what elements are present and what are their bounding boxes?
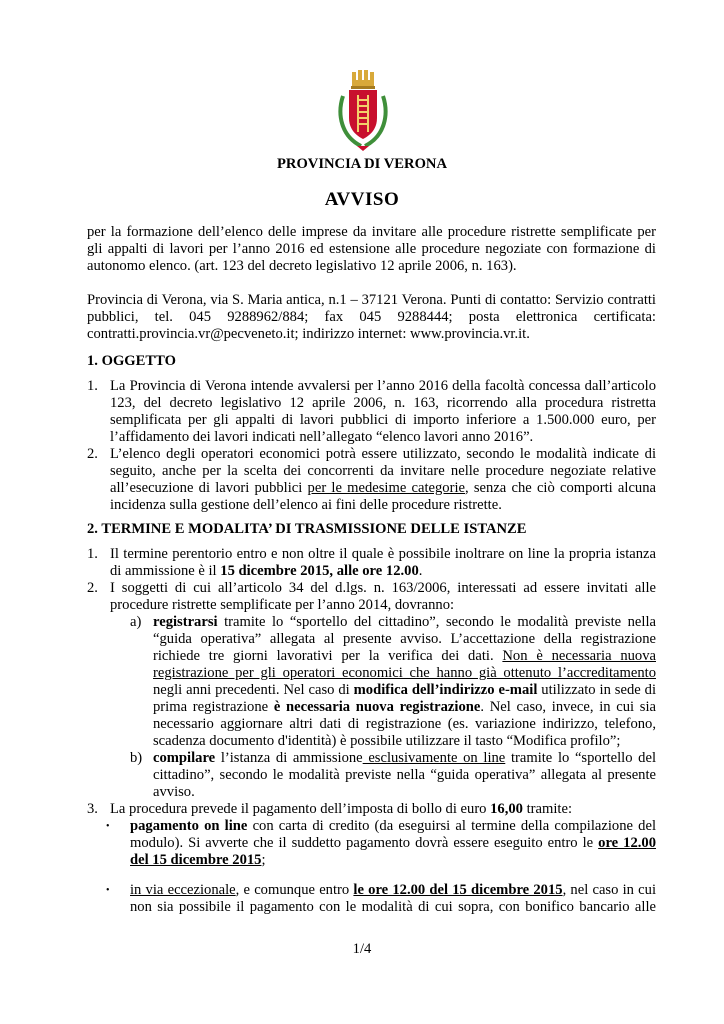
- item-line: [110, 480, 656, 497]
- item-line: [153, 699, 656, 716]
- deadline-text: 15 dicembre 2015, alle ore 12.00: [220, 563, 419, 579]
- deadline-text: le ore 12.00 del 15 dicembre 2015: [353, 882, 563, 898]
- sublist-label: b): [130, 750, 143, 766]
- bullet-icon: •: [106, 885, 110, 896]
- item-line: avviso.: [153, 784, 195, 800]
- section2-item2: [87, 580, 656, 614]
- underlined-text: in via eccezionale: [130, 882, 236, 898]
- underlined-text: Non è necessaria nuova: [502, 648, 656, 664]
- item-text: di ammissione è il: [110, 563, 221, 579]
- underlined-text: registrazione per gli operatori economici che hanno già ottenuto l’accreditamento: [153, 665, 656, 681]
- bold-text: modifica dell’indirizzo e-mail: [353, 682, 538, 698]
- item-line: non sia possibile il pagamento con le modalità di cui sopra, con bonifico bancario alle: [130, 899, 656, 915]
- underlined-text: esclusivamente on line: [362, 750, 506, 766]
- list-number: 1.: [87, 546, 98, 562]
- section-heading-oggetto: 1. OGGETTO: [87, 353, 176, 369]
- item-line: [153, 614, 656, 631]
- item-line: I soggetti di cui all’articolo 34 del d.lgs. n. 163/2006, interessati ad essere invitati alle: [110, 580, 656, 596]
- list-number: 3.: [87, 801, 98, 817]
- item-text: tramite lo “sportello del cittadino”, secondo le modalità previste nella: [217, 614, 656, 630]
- section2-item1: [87, 546, 656, 580]
- item-line: [153, 648, 656, 665]
- bold-text: registrarsi: [153, 614, 218, 630]
- bold-text: pagamento on line: [130, 818, 248, 834]
- item-line: L’elenco degli operatori economici potrà essere utilizzato, secondo le modalità indicate di: [110, 446, 656, 462]
- item-line: procedure ristrette semplificate per l’anno 2014, dovranno:: [110, 597, 455, 613]
- list-number: 2.: [87, 446, 98, 462]
- item-text: modulo). Si avverte che il suddetto pagamento dovrà essere eseguito entro le: [130, 835, 599, 851]
- item-text: tramite:: [522, 801, 573, 817]
- item-line: La Provincia di Verona intende avvalersi per l’anno 2016 della facoltà concessa dall’articolo: [110, 378, 656, 394]
- underlined-text: per le medesime categorie: [307, 480, 465, 496]
- item-line: seguito, anche per la scelta dei concorrenti da invitare nelle procedure negoziate relative: [110, 463, 656, 479]
- page-number: 1/4: [352, 941, 372, 957]
- deadline-text: del 15 dicembre 2015: [130, 852, 262, 868]
- contact-line: pubblici, tel. 045 9288962/884; fax 045 9288444; posta elettronica certificata:: [87, 309, 656, 325]
- item-line: [110, 801, 656, 818]
- item-line: [130, 852, 656, 869]
- item-line: 123, del decreto legislativo 12 aprile 2006, n. 163, ricorrendo alla procedura ristretta: [110, 395, 656, 411]
- item-text: .: [418, 563, 423, 579]
- section1-item2: [87, 446, 656, 514]
- subitem-b: [130, 750, 656, 801]
- list-number: 1.: [87, 378, 98, 394]
- item-line: [110, 563, 656, 580]
- deadline-text: ore 12.00: [598, 835, 656, 851]
- item-line: scadenza documento d'identità) è possibile utilizzare il tasto “Modifica profilo”;: [153, 733, 621, 749]
- intro-line: per la formazione dell’elenco delle imprese da invitare alle procedure ristrette semplificate per: [87, 224, 656, 240]
- bold-text: 16,00: [490, 801, 523, 817]
- province-crest-logo: [337, 66, 389, 152]
- item-text: negli anni precedenti. Nel caso di: [153, 682, 354, 698]
- bullet-icon: •: [106, 821, 110, 832]
- organization-name: PROVINCIA DI VERONA: [276, 156, 447, 172]
- section2-item3: [87, 801, 656, 818]
- item-line: [130, 818, 656, 835]
- item-text: utilizzato in sede di: [537, 682, 657, 698]
- section1-item1: [87, 378, 656, 446]
- item-text: La procedura prevede il pagamento dell’imposta di bollo di euro: [110, 801, 491, 817]
- item-line: semplificata per gli appalti di lavori pubblici di importo inferiore a 1.500.000 euro, per: [110, 412, 656, 428]
- contact-paragraph: [87, 292, 656, 343]
- item-text: , e comunque entro: [235, 882, 354, 898]
- item-line: Il termine perentorio entro e non oltre il quale è possibile inoltrare on line la propria istanza: [110, 546, 656, 562]
- item-text: con carta di credito (da eseguirsi al termine della compilazione del: [247, 818, 657, 834]
- intro-line: gli appalti di lavori per l’anno 2016 ed estensione alle procedure negoziate con formazione di: [87, 241, 656, 257]
- bullet-item-bonifico: [106, 882, 656, 916]
- item-text: all’esecuzione di lavori pubblici: [110, 480, 303, 496]
- document-title: AVVISO: [324, 189, 400, 210]
- item-line: “guida operativa” allegata al presente avviso. L’accettazione della registrazione: [153, 631, 656, 647]
- item-text: richiede tre giorni lavorativi per la verifica dei dati.: [153, 648, 503, 664]
- list-number: 2.: [87, 580, 98, 596]
- contact-line: contratti.provincia.vr@pecveneto.it; indirizzo internet: www.provincia.vr.it.: [87, 326, 530, 342]
- bold-text: è necessaria nuova registrazione: [273, 699, 481, 715]
- bullet-item-online: [106, 818, 656, 869]
- item-line: [130, 882, 656, 899]
- item-line: l’affidamento dei lavori indicati nell’allegato “elenco lavori anno 2016”.: [110, 429, 534, 445]
- sublist-label: a): [130, 614, 142, 630]
- intro-line: autonomo elenco. (art. 123 del decreto legislativo 12 aprile 2006, n. 163).: [87, 258, 517, 274]
- item-line: incidenza sulla gestione dell’elenco ai fini delle procedure ristrette.: [110, 497, 502, 513]
- item-text: , nel caso in cui: [562, 882, 656, 898]
- item-text: ;: [261, 852, 266, 868]
- subitem-a: [130, 614, 656, 750]
- item-line: [153, 665, 656, 682]
- item-text: . Nel caso, invece, in cui sia: [480, 699, 657, 715]
- item-text: tramite lo “sportello del: [505, 750, 656, 766]
- item-line: [153, 682, 656, 699]
- item-text: , senza che ciò comporti alcuna: [465, 480, 656, 496]
- contact-line: Provincia di Verona, via S. Maria antica, n.1 – 37121 Verona. Punti di contatto: Servizio contratti: [87, 292, 656, 308]
- item-line: [153, 750, 656, 767]
- item-text: l’istanza di ammissione: [215, 750, 363, 766]
- item-line: necessario aggiornare altri dati di registrazione (es. variazione indirizzo, telefono,: [153, 716, 656, 732]
- intro-paragraph: [87, 224, 656, 275]
- section-heading-termine: 2. TERMINE E MODALITA’ DI TRASMISSIONE DELLE ISTANZE: [87, 521, 527, 537]
- item-line: cittadino”, secondo le modalità previste nella “guida operativa” allegata al presente: [153, 767, 656, 783]
- bold-text: compilare: [153, 750, 216, 766]
- item-text: prima registrazione: [153, 699, 274, 715]
- crown-icon: [351, 70, 375, 89]
- item-line: [130, 835, 656, 852]
